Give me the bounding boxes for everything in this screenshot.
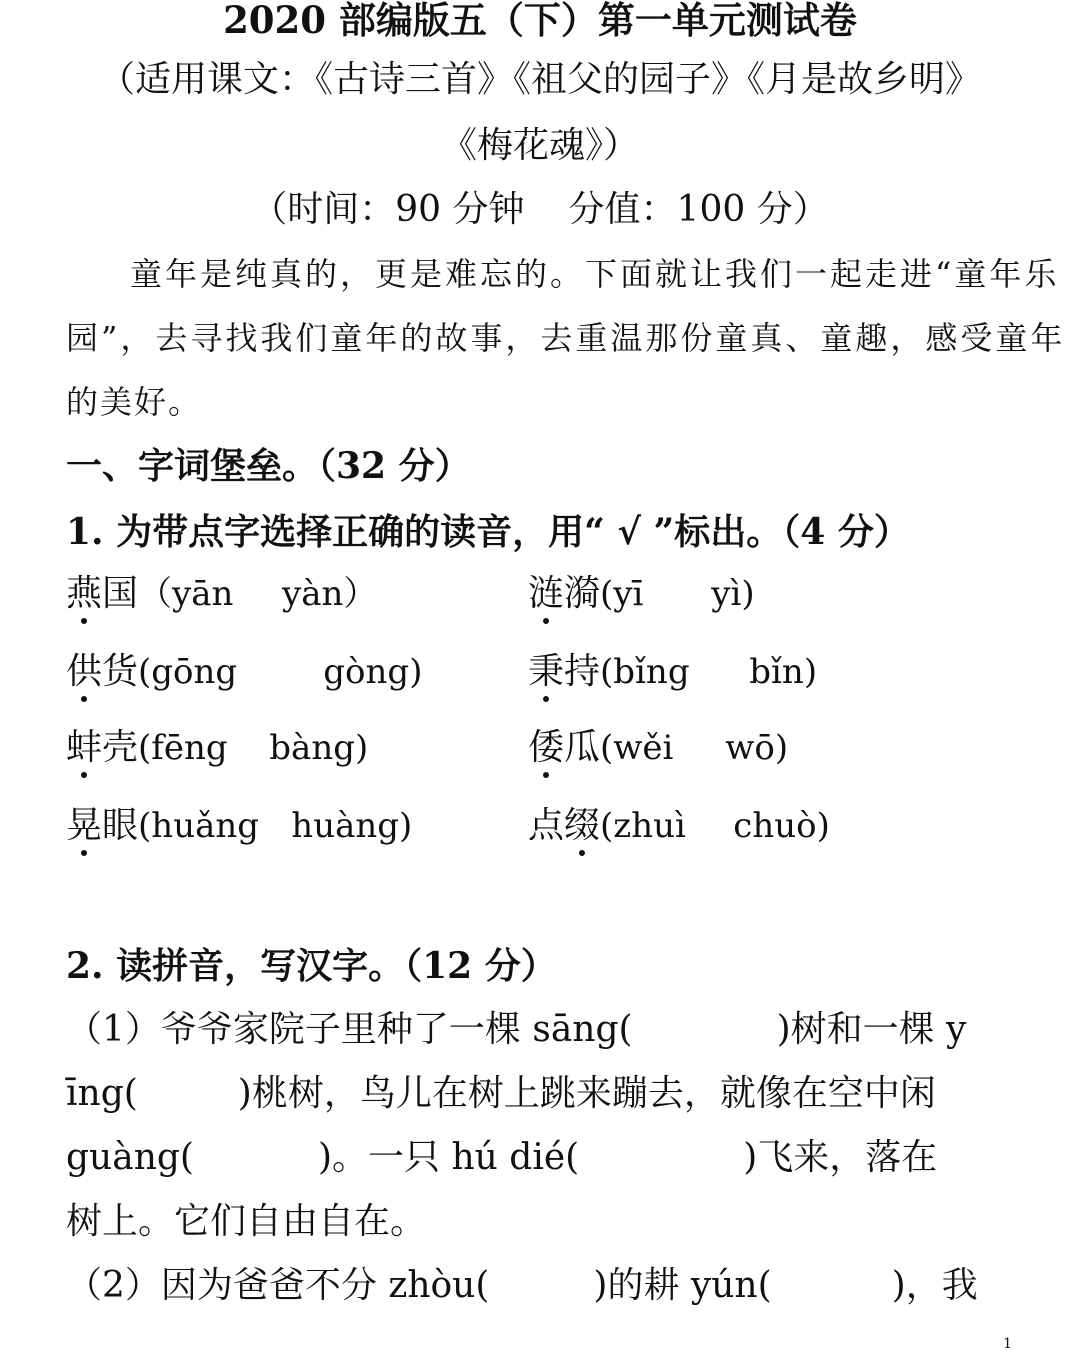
- paragraph-1-line-2: īng( )桃树，鸟儿在树上跳来蹦去，就像在空中闲: [66, 1073, 936, 1114]
- pinyin-option[interactable]: huàng: [291, 806, 400, 846]
- dotted-character: 晃: [66, 805, 103, 846]
- intro-line-3: 的美好。: [66, 383, 203, 421]
- pinyin-item: 倭瓜(wěi wō): [528, 727, 789, 768]
- pinyin-option[interactable]: bàng: [269, 728, 355, 768]
- pinyin-option[interactable]: yī: [613, 574, 644, 614]
- dotted-character: 秉: [528, 651, 565, 692]
- time-label: （时间：90 分钟: [251, 189, 525, 230]
- pinyin-item: 燕国（yān yàn）: [66, 573, 378, 614]
- pinyin-option[interactable]: wō: [725, 728, 775, 768]
- pinyin-item: 点缀(zhuì chuò): [528, 805, 830, 846]
- dotted-character: 倭: [528, 727, 565, 768]
- dotted-character: 蚌: [66, 727, 103, 768]
- pinyin-option[interactable]: bǐn: [749, 652, 804, 692]
- dotted-character: 缀: [564, 805, 601, 846]
- pinyin-option[interactable]: wěi: [613, 728, 674, 768]
- page-number: 1: [1003, 1336, 1012, 1352]
- question-1-heading: 1. 为带点字选择正确的读音，用“ √ ”标出。（4 分）: [66, 511, 910, 553]
- applicable-texts-line-1: （适用课文：《古诗三首》《祖父的园子》《月是故乡明》: [98, 59, 981, 100]
- pinyin-option[interactable]: fēng: [151, 728, 228, 768]
- pinyin-option[interactable]: bǐng: [613, 652, 690, 692]
- pinyin-option[interactable]: yì: [711, 574, 742, 614]
- pinyin-item: 供货(gōng gòng): [66, 651, 423, 692]
- section-heading: 一、字词堡垒。（32 分）: [66, 445, 471, 487]
- paragraph-1-line-4: 树上。它们自由自在。: [66, 1201, 427, 1242]
- dotted-character: 涟: [528, 573, 565, 614]
- pinyin-option[interactable]: yàn: [282, 574, 344, 614]
- dotted-character: 供: [66, 651, 103, 692]
- intro-line-1: 童年是纯真的，更是难忘的。下面就让我们一起走进“童年乐: [130, 255, 1060, 293]
- applicable-texts-line-2: 《梅花魂》）: [440, 125, 639, 166]
- question-2-heading: 2. 读拼音，写汉字。（12 分）: [66, 945, 557, 987]
- pinyin-item: 涟漪(yī yì): [528, 573, 755, 614]
- paragraph-2-line-1: （2）因为爸爸不分 zhòu( )的耕 yún( )，我: [66, 1265, 978, 1306]
- pinyin-item: 秉持(bǐng bǐn): [528, 651, 818, 692]
- exam-meta: [0, 188, 1080, 232]
- score-label: 分值：100 分）: [568, 189, 829, 230]
- intro-line-2: 园”，去寻找我们童年的故事，去重温那份童真、童趣，感受童年: [66, 319, 1066, 357]
- pinyin-option[interactable]: chuò: [733, 806, 817, 846]
- paragraph-1-line-1: （1）爷爷家院子里种了一棵 sāng( )树和一棵 y: [66, 1009, 967, 1050]
- pinyin-option[interactable]: zhuì: [613, 806, 686, 846]
- pinyin-item: 晃眼(huǎng huàng): [66, 805, 413, 846]
- pinyin-option[interactable]: gōng: [151, 652, 238, 692]
- dotted-character: 燕: [66, 573, 103, 614]
- pinyin-item: 蚌壳(fēng bàng): [66, 727, 369, 768]
- pinyin-option[interactable]: gòng: [323, 652, 410, 692]
- pinyin-option[interactable]: yān: [172, 574, 234, 614]
- paragraph-1-line-3: guàng( )。一只 hú dié( )飞来，落在: [66, 1137, 938, 1178]
- page-title: 2020 部编版五（下）第一单元测试卷: [223, 0, 857, 42]
- pinyin-option[interactable]: huǎng: [151, 806, 260, 846]
